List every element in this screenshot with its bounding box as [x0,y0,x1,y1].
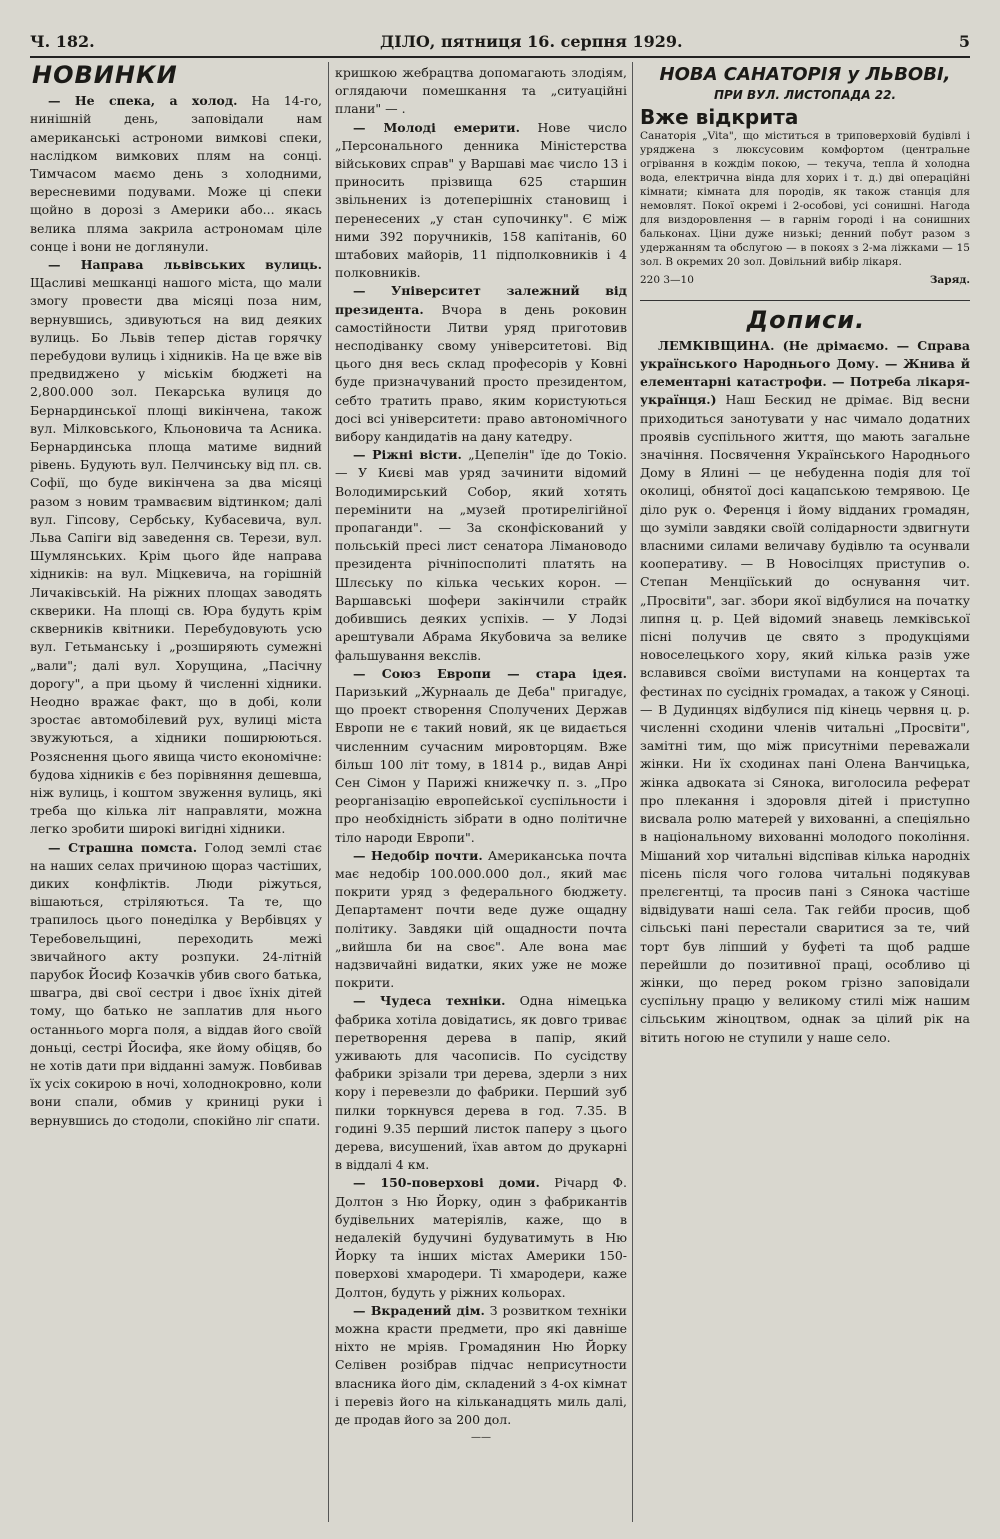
divider [640,300,970,301]
ad-title: НОВА САНАТОРІЯ у ЛЬВОВІ, [659,64,951,85]
ad-subtitle: ПРИ ВУЛ. ЛИСТОПАДА 22. [713,88,897,102]
news-item: — Чудеса техніки. Одна німецька фабрика хотіла довідатись, як довго триває перетворення дерева в папір, який уживають для часописів. По сусідству фабрики зрізали три дерева, здерли з них кору і перевезли до фабрики. Перший зуб пилки торкнувся дерева в год. 7.35. В годині 9.35 перший листок паперу з цього дерева, висушений, їхав автом до друкарні в віддалі 4 км. [335,993,627,1173]
sanatorium-ad [640,64,970,290]
news-item: — Вкрадений дім. З розвитком техніки можна красти предмети, про які давніше ніхто не мріяв. Громадянин Ню Йорку Селівен розібрав підчас неприсутности власника його дім, складений з 4-ох кімнат і перевіз його на кільканадцять миль далі, де продав його за 200 дол. [335,1302,627,1428]
section-heading: Дописи. [746,305,866,334]
ad-signature: Заряд. [929,274,970,287]
news-item: — Університет залежний від президента. Вчора в день роковин самостійности Литви уряд приготовив несподіванку свому університетові. Від цього дня весь склад професорів у Ковні буде призначуваний просто президентом, себто тратить право, яким користуються досі всі університети: право автономічного вибору кандидатів на дану катедру. [335,283,627,445]
column-divider [632,62,633,1522]
news-item: — Страшна помста. Голод землі стає на наших селах причиною щораз частіших, диких конфліктів. Люди ріжуться, вішаються, стріляються. Та те, що трапилось цього понеділка у Вербівцях у Теребовельщині, переходить межі звичайного акту розпуки. 24-літній парубок Йосиф Козачків убив свого батька, швагра, дві свої сестри і двоє їхніх дітей тому, що батько не заплатив для нього останнього морга поля, а віддав його своїй доньці, сестрі Йосифа, яке йому обіцяв, бо не хотів дати при відданні замуж. Повбивав їх усіх сокирою в ночі, холоднокровно, коли вони спали, обмив у криниці руки і вернувшись до стодоли, спокійно ліг спати. [30,839,322,1128]
column-right [640,64,970,1524]
page-number: 5 [958,32,970,51]
column-news-continued [335,64,627,1524]
page-header [30,28,970,58]
news-item: кришкою жебрацтва допомагають злодіям, оглядаючи помешкання та „ситуаційні плани" — . [335,65,627,117]
ad-body: Санаторія „Vita", що міститься в триповерховій будівлі і уряджена з люксусовим комфортом (центральне огрівання в кождім покою, — текуча, тепла й холодна вода, електрична вінда для хорих і т. д.) дві операційні кімнати; кімната для породів, як також станція для немовлят. Покої окремі і 2-особові, усі сонишні. Нагода для виздоровлення — в гарнім городі і на сонишних бальконах. Ціни дуже низькі; денний побут разом з удержанням та обслугою — в покоях з 2-ма ліжками — 15 зол. В окремих 20 зол. Довільний вибір лікаря. [640,130,970,269]
masthead: ДІЛО, пятниця 16. серпня 1929. [380,32,683,51]
news-item: — Не спека, а холод. На 14-го, нинішній день, заповідали нам американські астрономи вимкові спеки, наслідком вимкових плям на сонці. Тимчасом маємо день з холодними, вересневими подувами. Може ці спеки щойно в дорозі з Америки або... якась велика пляма закрила астрономам ціле сонце і вони не доглянули. [30,93,322,254]
issue-number: Ч. 182. [30,32,95,51]
news-item: — 150-поверхові доми. Річард Ф. Долтон з Ню Йорку, один з фабрикантів будівельних матеріялів, каже, що в недалекій будучині будуватимуть в Ню Йорку та інших містах Америки 150-поверхові хмародери. Ті хмародери, каже Долтон, будуть у ріжних кольорах. [335,1175,627,1300]
column-news [30,64,322,1524]
ad-headline: Вже відкрита [640,105,799,130]
news-item: — Недобір почти. Американська почта має недобір 100.000.000 дол., який має покрити уряд з федерального бюджету. Департамент почти веде дуже ощадну політику. Завдяки цій ощадности почта „вийшла би на своє". Але вона має надзвичайні видатки, яких уже не може покрити. [335,847,627,991]
news-item: — Молоді емерити. Нове число „Персонального денника Міністерства військових справ" у Варшаві має число 13 і приносить прізвища 625 старшин звільнених із дотеперішніх становищ і перенесених „у стан супочинку". Є між ними 392 поручників, 158 капітанів, 60 штабових майорів, 11 підполковників і 4 полковників. [335,119,627,281]
news-item: — Ріжні вісти. „Цепелін" їде до Токіо. — У Києві мав уряд зачинити відомий Володимирський Собор, який хотять перемінити на „музей протирелігійної пропаганди". — За сконфіскований у польській пресі лист сенатора Лімановодо президента річніпосполиті платять на Шлєську по кілька чеських корон. — Варшавські шофери закінчили страйк добившись деяких успіхів. — У Лодзі арештували Абрама Якубовича за велике фальшування векслів. [335,447,627,663]
end-mark: —— [471,1432,491,1444]
correspondence: ЛЕМКІВЩИНА. (Не дрімаємо. — Справа українського Народнього Дому. — Жнива й елементарні катастрофи. — Потреба лікаря-українця.) Наш Бескид не дрімає. Від весни приходиться занотувати у нас чимало додатних проявів суспільного життя, що мають загальне значіння. Посвячення Українського Народнього Дому в Ялині — це небуденна подія для тої околиці, обнятої досі кацапською темрявою. Це діло рук о. Ференця і йому відданих громадян, що зуміли завдяки своїй солідарности здвигнути власними силами величаву будівлю та осунвали кооперативу. — В Новосілцях приступив о. Степан Менціїський до оснування чит. „Просвіти", заг. збори якої відбулися на початку липня ц. р. Цей відомий знавець лемківської пісні получив це свято з продукціями новоселецького хору, який кілька разів уже вславився своїми виступами на концертах та фестинах по сусідніх громадах, а також у Сяноці. — В Дудинцях відбулися під кінець червня ц. р. численні сходини членів читальні „Просвіти", замітні тим, що між присутніми переважали жінки. Ни їх сходинах пані Олена Ванчицька, жінка адвоката зі Сянока, виголосила реферат про плекання і здоровля дітей і приступно висвала ролю матерей у вихованні, а спеціяльно в національному вихованні молодого покоління. Мішаний хор читальні відспівав кілька народніх пісень після чого голова читальні подякував прелєгентці, та просив пані з Сянока частіше відвідувати наші села. Так гейби просив, щоб сільські пані перестали сваритися за те, чий торт був ліпший у буфеті та щоб радше перейшли до позитивної праці, особливо ці жінки, що перед роком грізно заповідали суспільну працю у великому стилі між нашим сільським жіноцтвом, однак за цілий рік на вітить ногою не ступили у наше село. [640,337,970,1045]
column-divider [328,62,329,1522]
ad-footer [640,271,970,289]
ad-code: 220 3—10 [640,274,694,287]
section-heading: НОВИНКИ [32,64,178,89]
news-item: — Союз Европи — стара ідея. Паризький „Журнааль де Деба" пригадує, що проект створення Сполучених Держав Европи не є такий новий, як це видається численним сучасним мировторцям. Вже більш 100 літ тому, в 1814 р., видав Анрі Сен Сімон у Парижі книжечку п. з. „Про реорганізацію европейської суспільности і про необхідність зібрати в одно політичне тіло народи Европи". [335,665,627,845]
news-item: — Направа львівських вулиць. Щасливі мешканці нашого міста, що мали змогу провести два місяці поза ним, вернувшись, здивуються на вид деяких вулиць. Бо Львів тепер дістав горячку перебудови вулиць і хідників. На це вже вів предвиджено у міськім бюджеті на 2,800.000 зол. Пекарська вулиця до Бернардинської площі викінчена, також вул. Мілковського, Кльоновича та Асника. Бернардинська площа матиме видний рівень. Будують вул. Пелчинську від пл. св. Софії, що буде викінчена за два місяці разом з новим трамваєвим відтинком; далі вул. Гіпсову, Сербську, Кубасевича, вул. Льва Сапіги від заведення св. Терези, вул. Шумлянських. Крім цього йде направа хідників: на вул. Міцкевича, на горішній Личаківській. На ріжних площах заводять скверики. На площі св. Юра будуть крім скверників квітники. Перебудовують усю вул. Гетьманську і „розширяють сумежні „вали"; далі вул. Хорущина, „Пасічну дорогу", а при цьому й численні хідники. Неодно вражає факт, що в добі, коли зростає автомобілевий рух, вулиці міста звужуються, а хідники поширюються. Розяснення цього явища чисто економічне: будова хідників є без порівняння дешевша, ніж вулиць, і коштом звуження вулиць, які треба що кілька літ направляти, можна легко зробити широкі вигідні хідники. [30,257,322,837]
